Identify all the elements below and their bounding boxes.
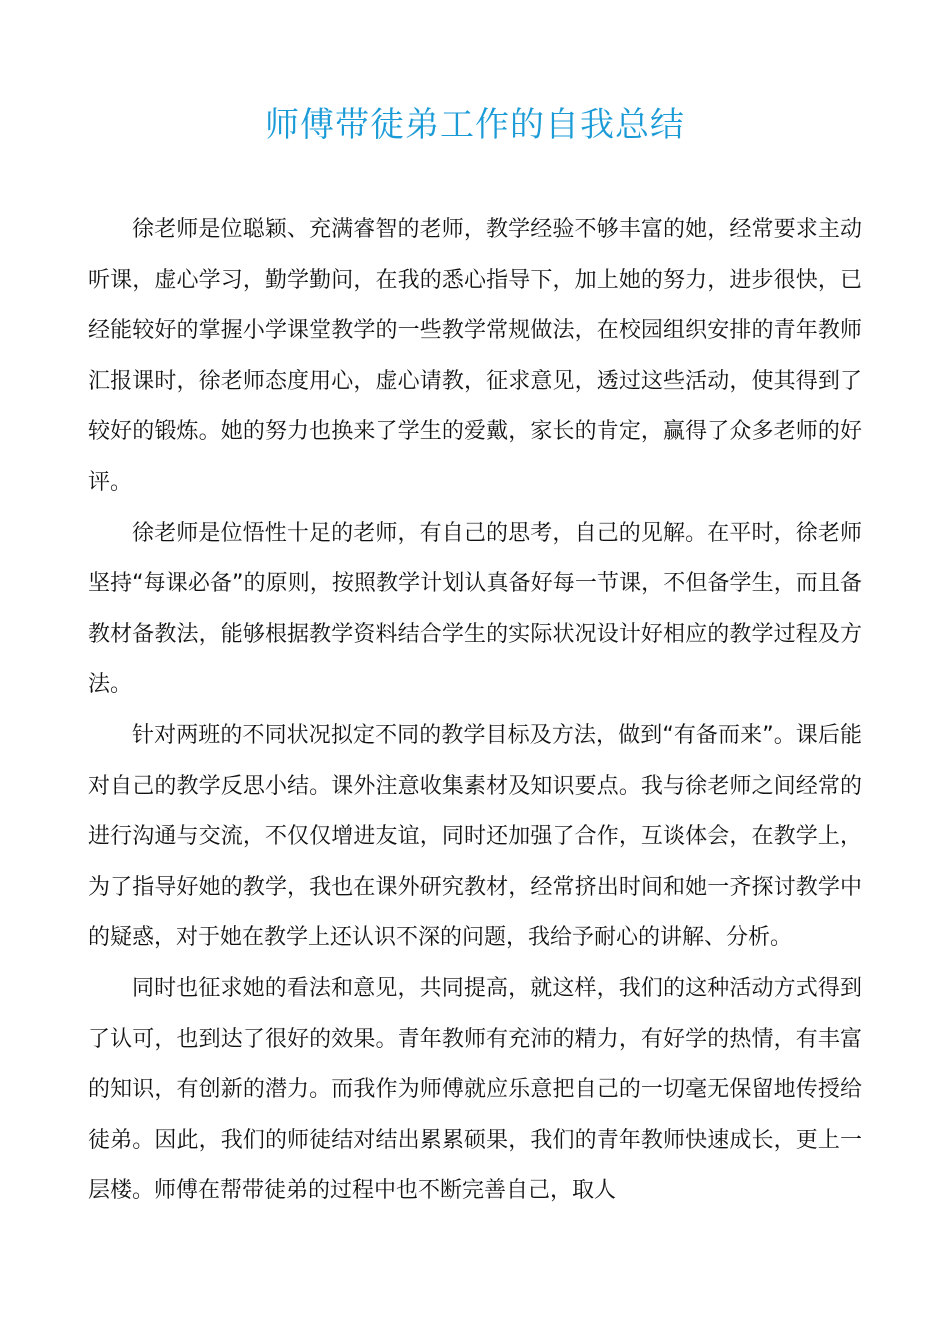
document-title: 师傅带徒弟工作的自我总结 [265, 105, 685, 145]
paragraph-4: 同时也征求她的看法和意见，共同提高，就这样，我们的这种活动方式得到了认可，也到达了很好的效果。青年教师有充沛的精力，有好学的热情，有丰富的知识，有创新的潜力。而我作为师傅就应乐意把自己的一切毫无保留地传授给徒弟。因此，我们的师徒结对结出累累硕果，我们的青年教师快速成长，更上一层楼。师傅在帮带徒弟的过程中也不断完善自己，取人 [88, 975, 862, 1204]
document-body [88, 205, 862, 1217]
paragraph-1: 徐老师是位聪颖、充满睿智的老师，教学经验不够丰富的她，经常要求主动听课，虚心学习，勤学勤问，在我的悉心指导下，加上她的努力，进步很快，已经能较好的掌握小学课堂教学的一些教学常规做法，在校园组织安排的青年教师汇报课时，徐老师态度用心，虚心请教，征求意见，透过这些活动，使其得到了较好的锻炼。她的努力也换来了学生的爱戴，家长的肯定，赢得了众多老师的好评。 [88, 217, 862, 495]
paragraph-2: 徐老师是位悟性十足的老师，有自己的思考，自己的见解。在平时，徐老师坚持“每课必备”的原则，按照教学计划认真备好每一节课，不但备学生，而且备教材备教法，能够根据教学资料结合学生的实际状况设计好相应的教学过程及方法。 [88, 520, 862, 698]
paragraph-3: 针对两班的不同状况拟定不同的教学目标及方法，做到“有备而来”。课后能对自己的教学反思小结。课外注意收集素材及知识要点。我与徐老师之间经常的进行沟通与交流，不仅仅增进友谊，同时还加强了合作，互谈体会，在教学上，为了指导好她的教学，我也在课外研究教材，经常挤出时间和她一齐探讨教学中的疑惑，对于她在教学上还认识不深的问题，我给予耐心的讲解、分析。 [88, 722, 862, 951]
